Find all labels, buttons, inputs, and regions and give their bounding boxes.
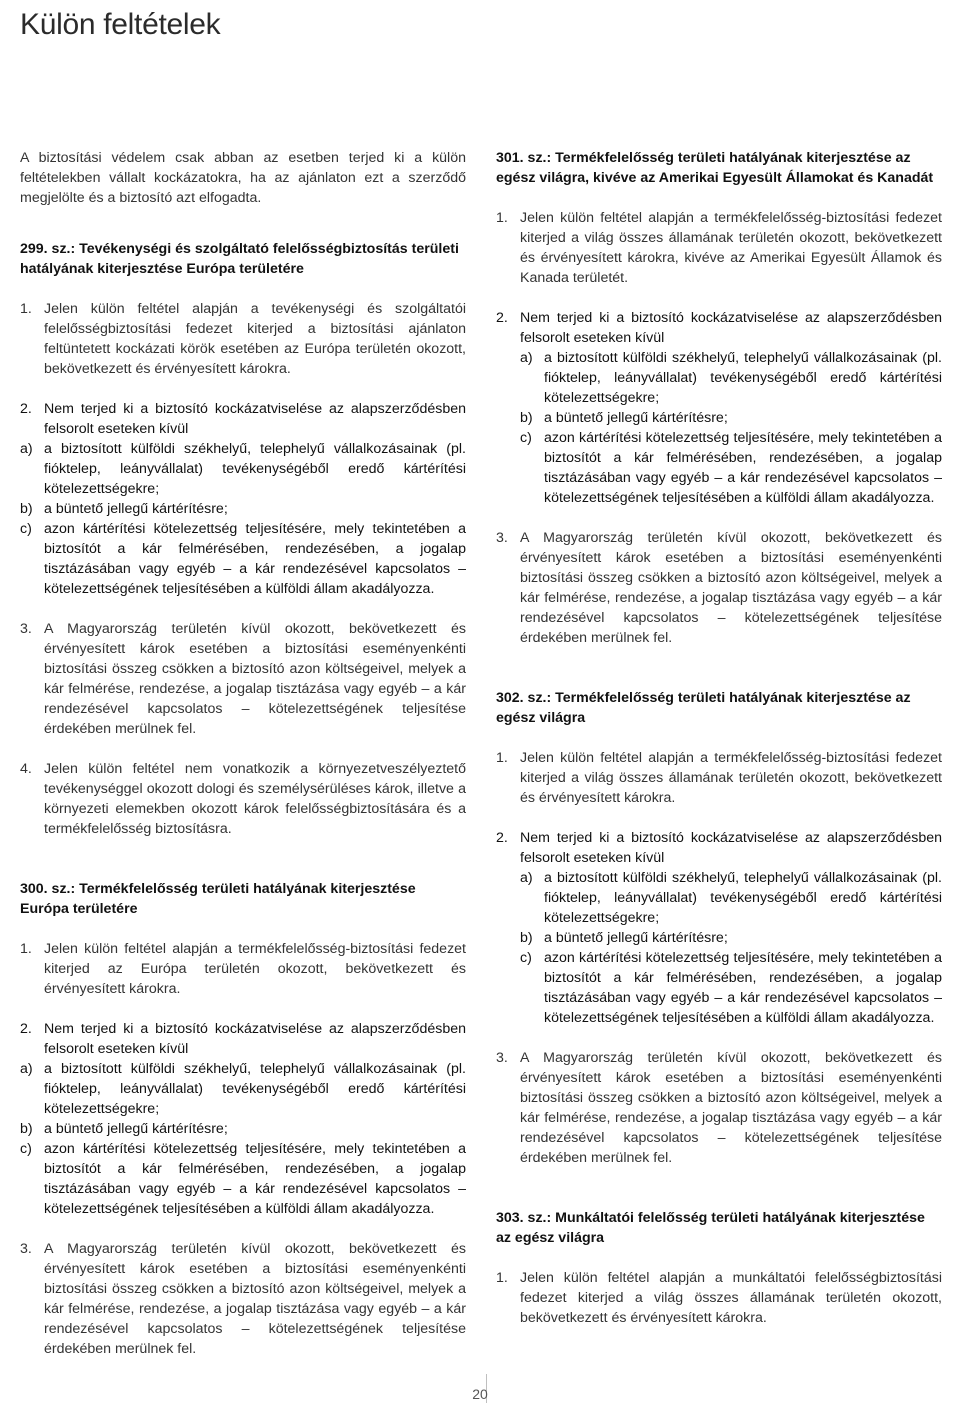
sub-item-b [20,1119,466,1139]
clause-2 [496,308,942,508]
sub-letter: a) [20,1061,33,1077]
sub-letter: a) [520,870,533,886]
clause-number: 1. [20,301,32,317]
clause-3 [496,528,942,648]
section-heading: 299. sz.: Tevékenységi és szolgáltató felelősségbiztosítás területi hatályának kiterjesztése Európa területére [20,241,459,277]
sub-text: a büntető jellegű kártérítésre; [44,501,228,517]
clause-number: 4. [20,761,32,777]
clause-text: Jelen külön feltétel alapján a tevékenységi és szolgáltatói felelősségbiztosítási fedezet kiterjed a biztosítási ajánlaton feltüntetett kockázati körök esetében az Európa területén okozott, bekövetkezett és érvényesített károkra. [44,301,466,377]
sub-text: a biztosított külföldi székhelyű, telephelyű vállalkozásainak (pl. fióktelep, leányvállalat) tevékenységéből eredő kártérítési kötelezettségekre; [44,1061,466,1117]
sub-item-c [20,1139,466,1219]
clause-1 [20,939,466,999]
sub-text: a biztosított külföldi székhelyű, telephelyű vállalkozásainak (pl. fióktelep, leányvállalat) tevékenységéből eredő kártérítési kötelezettségekre; [44,441,466,497]
clause-text: A Magyarország területén kívül okozott, bekövetkezett és érvényesített károk esetében a biztosítási eseményenkénti biztosítási összeg csökken a biztosító azon költségeivel, melyek a kár felmérése, rendezése, a jogalap tisztázása vagy egyéb – a kár rendezésével kapcsolatos – kötelezettségének teljesítése érdekében merülnek fel. [520,1050,942,1166]
clause-2 [496,828,942,1028]
page-number: 20 [472,1386,488,1402]
clause-number: 2. [496,830,508,846]
section-299 [20,239,466,839]
sub-item-c [496,428,942,508]
sub-item-b [496,928,942,948]
clause-3 [20,1239,466,1359]
sub-text: a büntető jellegű kártérítésre; [544,410,728,426]
clause-3 [20,619,466,739]
section-303 [496,1208,942,1328]
sub-text: a büntető jellegű kártérítésre; [544,930,728,946]
sub-text: a büntető jellegű kártérítésre; [44,1121,228,1137]
sub-item-c [496,948,942,1028]
clause-2 [20,1019,466,1219]
sub-item-b [496,408,942,428]
clause-text: Nem terjed ki a biztosító kockázatviselése az alapszerződésben felsorolt eseteken kívül [520,310,942,346]
section-heading: 301. sz.: Termékfelelősség területi hatályának kiterjesztése az egész világra, kivéve az Amerikai Egyesült Államokat és Kanadát [496,150,934,186]
sub-letter: c) [520,430,532,446]
sub-item-a [496,868,942,928]
clause-text: A Magyarország területén kívül okozott, bekövetkezett és érvényesített károk esetében a biztosítási eseményenkénti biztosítási összeg csökken a biztosító azon költségeivel, melyek a kár felmérése, rendezése, a jogalap tisztázása vagy egyéb – a kár rendezésével kapcsolatos – kötelezettségének teljesítése érdekében merülnek fel. [520,530,942,646]
clause-number: 1. [496,210,508,226]
sub-text: azon kártérítési kötelezettség teljesítésére, mely tekintetében a biztosítót a kár felmérésében, rendezésében, a jogalap tisztázásában vagy egyéb – a kár rendezésével kapcsolatos – kötelezettségének teljesítésében a külföldi állam akadályozza. [44,521,466,597]
clause-number: 2. [20,1021,32,1037]
sub-item-a [20,1059,466,1119]
clause-1 [496,1268,942,1328]
left-column [20,148,466,1379]
clause-text: Jelen külön feltétel alapján a termékfelelősség-biztosítási fedezet kiterjed a világ összes államának területén okozott, bekövetkezett és érvényesített károkra, kivéve az Amerikai Egyesült Államok és Kanada területét. [520,210,942,286]
sub-letter: c) [520,950,532,966]
clause-text: Jelen külön feltétel nem vonatkozik a környezetveszélyeztető tevékenységgel okozott dologi és személysérüléses károk, illetve a környezeti elemekben okozott károk felelősségbiztosítására és a termékfelelősség biztosításra. [44,761,466,837]
clause-number: 3. [20,621,32,637]
sub-letter: b) [520,410,533,426]
sub-item-b [20,499,466,519]
clause-text: A Magyarország területén kívül okozott, bekövetkezett és érvényesített károk esetében a biztosítási eseményenkénti biztosítási összeg csökken a biztosító azon költségeivel, melyek a kár felmérése, rendezése, a jogalap tisztázása vagy egyéb – a kár rendezésével kapcsolatos – kötelezettségének teljesítése érdekében merülnek fel. [44,1241,466,1357]
clause-2 [20,399,466,599]
sub-item-c [20,519,466,599]
sub-letter: b) [20,1121,33,1137]
clause-number: 3. [20,1241,32,1257]
sub-text: a biztosított külföldi székhelyű, telephelyű vállalkozásainak (pl. fióktelep, leányvállalat) tevékenységéből eredő kártérítési kötelezettségekre; [544,350,942,406]
clause-number: 3. [496,1050,508,1066]
clause-text: Nem terjed ki a biztosító kockázatviselése az alapszerződésben felsorolt eseteken kívül [44,1021,466,1057]
clause-number: 1. [20,941,32,957]
sub-letter: a) [20,441,33,457]
sub-letter: b) [20,501,33,517]
clause-text: Jelen külön feltétel alapján a munkáltatói felelősségbiztosítási fedezet kiterjed a világ összes államának területén okozott, bekövetkezett és érvényesített károkra. [520,1270,942,1326]
section-heading: 303. sz.: Munkáltatói felelősség területi hatályának kiterjesztése az egész világra [496,1210,925,1246]
clause-1 [496,208,942,288]
clause-1 [20,299,466,379]
section-302 [496,688,942,1168]
section-heading: 302. sz.: Termékfelelősség területi hatályának kiterjesztése az egész világra [496,690,911,726]
clause-number: 2. [20,401,32,417]
sub-letter: c) [20,521,32,537]
sub-text: azon kártérítési kötelezettség teljesítésére, mely tekintetében a biztosítót a kár felmérésében, rendezésében, a jogalap tisztázásában vagy egyéb – a kár rendezésével kapcsolatos – kötelezettségének teljesítésében a külföldi állam akadályozza. [44,1141,466,1217]
intro-paragraph: A biztosítási védelem csak abban az esetben terjed ki a külön feltételekben vállalt kockázatokra, ha az ajánlaton ezt a szerződő megjelölte és a biztosító azt elfogadta. [20,150,466,206]
clause-number: 1. [496,750,508,766]
sub-text: azon kártérítési kötelezettség teljesítésére, mely tekintetében a biztosítót a kár felmérésében, rendezésében, a jogalap tisztázásában vagy egyéb – a kár rendezésével kapcsolatos – kötelezettségének teljesítésében a külföldi állam akadályozza. [544,430,942,506]
clause-3 [496,1048,942,1168]
clause-1 [496,748,942,808]
right-column [496,148,942,1348]
clause-4 [20,759,466,839]
clause-number: 2. [496,310,508,326]
section-300 [20,879,466,1359]
clause-text: A Magyarország területén kívül okozott, bekövetkezett és érvényesített károk esetében a biztosítási eseményenkénti biztosítási összeg csökken a biztosító azon költségeivel, melyek a kár felmérése, rendezése, a jogalap tisztázása vagy egyéb – a kár rendezésével kapcsolatos – kötelezettségének teljesítése érdekében merülnek fel. [44,621,466,737]
clause-text: Nem terjed ki a biztosító kockázatviselése az alapszerződésben felsorolt eseteken kívül [520,830,942,866]
clause-number: 3. [496,530,508,546]
sub-item-a [20,439,466,499]
clause-number: 1. [496,1270,508,1286]
sub-text: a biztosított külföldi székhelyű, telephelyű vállalkozásainak (pl. fióktelep, leányvállalat) tevékenységéből eredő kártérítési kötelezettségekre; [544,870,942,926]
sub-text: azon kártérítési kötelezettség teljesítésére, mely tekintetében a biztosítót a kár felmérésében, rendezésében, a jogalap tisztázásában vagy egyéb – a kár rendezésével kapcsolatos – kötelezettségének teljesítésében a külföldi állam akadályozza. [544,950,942,1026]
sub-letter: a) [520,350,533,366]
clause-text: Jelen külön feltétel alapján a termékfelelősség-biztosítási fedezet kiterjed az Európa területén okozott, bekövetkezett és érvényesített károkra. [44,941,466,997]
clause-text: Nem terjed ki a biztosító kockázatviselése az alapszerződésben felsorolt eseteken kívül [44,401,466,437]
page-title: Külön feltételek [20,8,221,41]
clause-text: Jelen külön feltétel alapján a termékfelelősség-biztosítási fedezet kiterjed a világ összes államának területén okozott, bekövetkezett és érvényesített károkra. [520,750,942,806]
sub-letter: b) [520,930,533,946]
sub-letter: c) [20,1141,32,1157]
sub-item-a [496,348,942,408]
section-301 [496,148,942,648]
section-heading: 300. sz.: Termékfelelősség területi hatályának kiterjesztése Európa területére [20,881,416,917]
